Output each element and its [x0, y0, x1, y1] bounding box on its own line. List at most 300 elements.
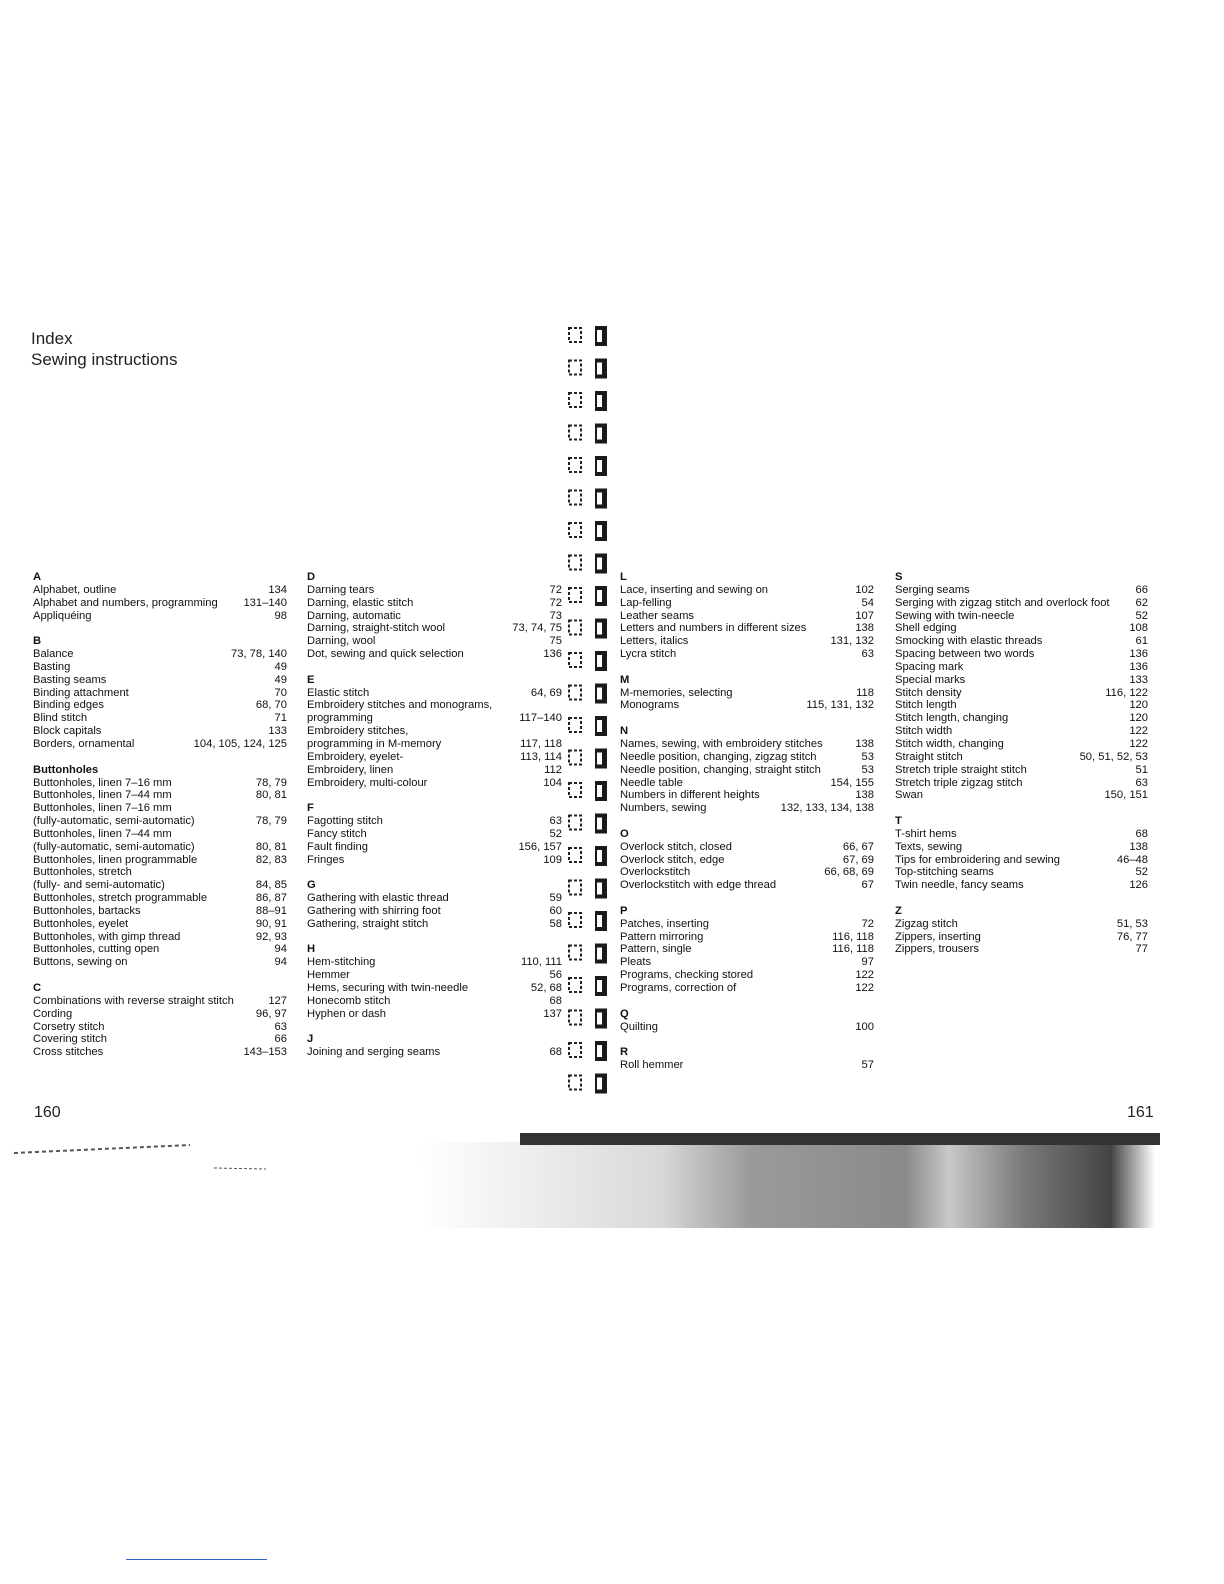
entry-term: Pleats — [620, 956, 652, 969]
entry-term: Hem-stitching — [307, 956, 376, 969]
entry-term: Twin needle, fancy seams — [895, 879, 1024, 892]
index-entry — [33, 610, 287, 623]
section-letter: C — [33, 982, 42, 994]
index-entry — [33, 956, 287, 969]
index-section — [620, 674, 874, 713]
index-entry — [895, 918, 1148, 931]
entry-term: Borders, ornamental — [33, 737, 135, 750]
index-entry — [620, 777, 874, 790]
entry-pages: 68 — [549, 994, 562, 1007]
entry-pages: 72 — [549, 583, 562, 596]
entry-pages: 96, 97 — [255, 1007, 287, 1020]
section-letter: H — [307, 943, 316, 956]
index-entry — [895, 584, 1148, 597]
index-section — [307, 802, 562, 866]
entry-pages: 110, 111 — [520, 956, 562, 969]
index-section — [33, 764, 287, 970]
section-letter: N — [620, 725, 629, 738]
entry-pages: 143–153 — [243, 1046, 287, 1059]
index-entry — [620, 1021, 874, 1034]
entry-term: M-memories, selecting — [620, 686, 733, 699]
index-entry — [895, 841, 1148, 854]
section-letter: R — [620, 1046, 629, 1059]
index-subtitle: Sewing instructions — [31, 350, 178, 369]
entry-term: Quilting — [620, 1020, 658, 1033]
index-entry — [307, 995, 562, 1008]
entry-pages: 138 — [855, 789, 874, 802]
index-header — [31, 328, 177, 370]
entry-pages: 137 — [543, 1007, 562, 1020]
index-entry — [33, 995, 287, 1008]
index-entry — [895, 648, 1148, 661]
entry-pages: 76, 77 — [1116, 930, 1148, 943]
entry-term: Numbers, sewing — [620, 802, 707, 815]
binding-ring — [569, 1041, 607, 1061]
entry-pages: 67, 69 — [842, 853, 874, 866]
entry-term: Alphabet and numbers, programming — [33, 596, 218, 609]
entry-pages — [281, 828, 287, 841]
index-entry — [33, 905, 287, 918]
entry-term: Pattern mirroring — [620, 930, 704, 943]
entry-pages: 80, 81 — [255, 840, 287, 853]
entry-term: Roll hemmer — [620, 1059, 684, 1072]
entry-term: Basting — [33, 660, 71, 673]
entry-pages: 73, 74, 75 — [512, 622, 562, 635]
index-entry — [895, 597, 1148, 610]
index-entry — [307, 841, 562, 854]
entry-pages: 63 — [549, 815, 562, 828]
index-entry — [620, 687, 874, 700]
entry-pages: 120 — [1129, 699, 1148, 712]
index-column-1 — [33, 571, 287, 1072]
entry-pages: 72 — [549, 596, 562, 609]
entry-term: Darning, straight-stitch wool — [307, 622, 446, 635]
index-entry — [307, 712, 562, 725]
entry-pages: 52 — [1135, 609, 1148, 622]
entry-pages: 136 — [1129, 660, 1148, 673]
entry-pages: 77 — [1135, 943, 1148, 956]
index-entry — [620, 866, 874, 879]
entry-pages: 136 — [1129, 648, 1148, 661]
entry-pages: 118 — [856, 686, 874, 699]
index-entry — [307, 918, 562, 931]
entry-pages: 51, 53 — [1116, 917, 1148, 930]
spiral-binding — [565, 322, 621, 1122]
index-entry — [307, 635, 562, 648]
entry-pages: 51 — [1135, 763, 1148, 776]
section-letter: Z — [895, 904, 902, 917]
entry-pages: 138 — [855, 737, 874, 750]
index-entry — [895, 712, 1148, 725]
binding-ring — [569, 326, 607, 346]
entry-term: Corsetry stitch — [33, 1020, 105, 1033]
index-section — [895, 571, 1148, 802]
entry-term: Overlockstitch — [620, 866, 691, 879]
entry-term: Monograms — [620, 699, 680, 712]
section-letter: D — [307, 571, 316, 583]
entry-term: Fancy stitch — [307, 827, 367, 840]
index-entry — [620, 943, 874, 956]
section-letter: P — [620, 904, 628, 917]
entry-term: Lace, inserting and sewing on — [620, 583, 769, 596]
index-entry — [33, 1021, 287, 1034]
index-entry — [307, 969, 562, 982]
index-entry — [33, 661, 287, 674]
index-section — [307, 879, 562, 930]
index-entry — [33, 597, 287, 610]
index-entry — [895, 854, 1148, 867]
index-entry — [307, 584, 562, 597]
entry-pages: 49 — [274, 660, 287, 673]
index-entry — [620, 879, 874, 892]
entry-pages — [281, 802, 287, 815]
index-section — [307, 1033, 562, 1059]
index-section — [620, 905, 874, 995]
entry-term: Programs, correction of — [620, 982, 737, 994]
entry-term: Fagotting stitch — [307, 815, 383, 828]
index-column-3 — [620, 571, 874, 1085]
entry-term: Buttonholes, bartacks — [33, 904, 141, 917]
entry-term: Stretch triple zigzag stitch — [895, 776, 1023, 789]
entry-term: Embroidery, multi-colour — [307, 776, 428, 789]
entry-term: Darning, elastic stitch — [307, 596, 414, 609]
entry-pages: 122 — [855, 982, 874, 994]
entry-term: Tips for embroidering and sewing — [895, 853, 1060, 866]
entry-pages: 68, 70 — [255, 699, 287, 712]
entry-pages: 98 — [274, 609, 287, 622]
index-entry — [620, 841, 874, 854]
section-letter: O — [620, 827, 629, 840]
index-column-2 — [307, 571, 562, 1072]
entry-pages: 138 — [855, 622, 874, 635]
entry-pages: 100 — [855, 1020, 874, 1033]
entry-term: Spacing mark — [895, 660, 964, 673]
entry-term: Numbers in different heights — [620, 789, 760, 802]
index-entry — [895, 789, 1148, 802]
entry-pages: 102 — [855, 583, 874, 596]
index-entry — [895, 622, 1148, 635]
entry-term: Honecomb stitch — [307, 994, 391, 1007]
entry-pages: 54 — [861, 596, 874, 609]
entry-pages: 133 — [1129, 673, 1148, 686]
entry-pages: 156, 157 — [518, 840, 562, 853]
index-entry — [620, 597, 874, 610]
entry-term: Buttonholes, linen programmable — [33, 853, 198, 866]
entry-pages: 115, 131, 132 — [806, 699, 874, 712]
binding-ring — [569, 651, 607, 671]
entry-term: Texts, sewing — [895, 840, 963, 853]
entry-term: Smocking with elastic threads — [895, 635, 1043, 648]
index-entry — [33, 892, 287, 905]
entry-pages: 150, 151 — [1104, 789, 1148, 802]
index-entry — [620, 918, 874, 931]
entry-term: Stitch width, changing — [895, 737, 1004, 750]
binding-ring — [569, 1009, 607, 1029]
entry-pages: 113, 114 — [520, 750, 562, 763]
index-section — [620, 1046, 874, 1072]
index-section — [620, 725, 874, 815]
index-section — [33, 635, 287, 751]
entry-pages: 122 — [1129, 737, 1148, 750]
entry-term: Straight stitch — [895, 750, 963, 763]
entry-term: Swan — [895, 789, 923, 802]
entry-term: Patches, inserting — [620, 917, 709, 930]
entry-pages: 120 — [1129, 712, 1148, 725]
index-entry — [620, 1059, 874, 1072]
entry-pages: 52 — [1135, 866, 1148, 879]
index-entry — [620, 610, 874, 623]
index-section — [620, 828, 874, 892]
index-entry — [307, 687, 562, 700]
index-entry — [307, 699, 562, 712]
index-entry — [307, 751, 562, 764]
index-entry — [307, 956, 562, 969]
index-entry — [895, 751, 1148, 764]
entry-term: Binding edges — [33, 699, 104, 712]
index-entry — [33, 931, 287, 944]
section-letter: F — [307, 802, 314, 815]
entry-term: Needle position, changing, zigzag stitch — [620, 750, 817, 763]
index-entry — [307, 854, 562, 867]
entry-term: Pattern, single — [620, 943, 692, 956]
entry-term: Buttonholes, eyelet — [33, 917, 129, 930]
index-entry — [620, 854, 874, 867]
entry-term: Sewing with twin-neecle — [895, 609, 1015, 622]
entry-term: Needle position, changing, straight stitch — [620, 763, 821, 776]
index-entry — [33, 687, 287, 700]
entry-term: Embroidery, eyelet- — [307, 750, 404, 763]
entry-term: Letters and numbers in different sizes — [620, 622, 807, 635]
entry-term: Joining and serging seams — [307, 1046, 441, 1059]
entry-pages: 94 — [274, 943, 287, 956]
entry-pages: 109 — [543, 853, 562, 866]
section-letter: B — [33, 635, 42, 648]
entry-pages: 52, 68 — [530, 982, 562, 994]
binding-ring — [569, 879, 607, 899]
binding-ring — [569, 1074, 607, 1094]
section-letter: A — [33, 571, 42, 583]
entry-pages: 116, 118 — [832, 943, 874, 956]
entry-pages: 66, 67 — [842, 840, 874, 853]
binding-ring — [569, 684, 607, 704]
entry-term: Buttonholes, with gimp thread — [33, 930, 181, 943]
index-entry — [895, 687, 1148, 700]
entry-term: Darning, automatic — [307, 609, 401, 622]
entry-pages: 64, 69 — [530, 686, 562, 699]
entry-pages: 116, 122 — [1105, 686, 1148, 699]
index-section — [620, 571, 874, 661]
binding-ring — [569, 944, 607, 964]
binding-ring — [569, 424, 607, 444]
index-entry — [307, 738, 562, 751]
page-number-left: 160 — [34, 1104, 61, 1121]
index-entry — [33, 1046, 287, 1059]
index-entry — [33, 828, 287, 841]
index-section — [307, 943, 562, 1020]
index-entry — [895, 943, 1148, 956]
index-entry — [895, 879, 1148, 892]
entry-pages: 57 — [861, 1059, 874, 1072]
index-entry — [33, 777, 287, 790]
index-entry — [895, 931, 1148, 944]
entry-term: Hems, securing with twin-needle — [307, 982, 469, 994]
section-letter: L — [620, 571, 627, 583]
entry-pages: 66 — [274, 1033, 287, 1046]
entry-term: Appliquéing — [33, 609, 92, 622]
entry-pages: 82, 83 — [255, 853, 287, 866]
entry-term: Zigzag stitch — [895, 917, 958, 930]
entry-term: Buttonholes, stretch programmable — [33, 892, 208, 905]
binding-ring — [569, 814, 607, 834]
index-entry — [307, 648, 562, 661]
entry-term: Balance — [33, 648, 74, 661]
entry-pages: 132, 133, 134, 138 — [780, 802, 874, 815]
index-entry — [33, 879, 287, 892]
index-entry — [895, 828, 1148, 841]
entry-term: (fully-automatic, semi-automatic) — [33, 840, 195, 853]
section-letter: Buttonholes — [33, 763, 99, 776]
entry-pages: 60 — [549, 904, 562, 917]
entry-term: Stitch length, changing — [895, 712, 1009, 725]
index-entry — [620, 738, 874, 751]
entry-term: Buttonholes, linen 7–44 mm — [33, 827, 172, 840]
entry-term: Names, sewing, with embroidery stitches — [620, 737, 823, 750]
entry-pages: 59 — [549, 892, 562, 905]
entry-pages: 122 — [855, 969, 874, 982]
section-letter: J — [307, 1033, 314, 1046]
entry-term: Dot, sewing and quick selection — [307, 648, 464, 661]
entry-term: Hemmer — [307, 969, 350, 982]
index-entry — [33, 699, 287, 712]
entry-pages: 104 — [543, 776, 562, 789]
index-section — [895, 815, 1148, 892]
entry-term: Buttonholes, stretch — [33, 866, 132, 879]
binding-ring — [569, 391, 607, 411]
binding-ring — [569, 976, 607, 996]
index-entry — [895, 699, 1148, 712]
entry-term: Shell edging — [895, 622, 957, 635]
index-entry — [895, 661, 1148, 674]
entry-pages: 117, 118 — [520, 737, 562, 750]
index-entry — [895, 674, 1148, 687]
binding-ring — [569, 846, 607, 866]
entry-term: Cording — [33, 1007, 73, 1020]
entry-pages: 56 — [549, 969, 562, 982]
entry-term: Embroidery stitches and monograms, — [307, 699, 493, 712]
entry-term: T-shirt hems — [895, 827, 957, 840]
entry-term: programming in M-memory — [307, 737, 442, 750]
index-entry — [620, 584, 874, 597]
entry-term: Basting seams — [33, 673, 107, 686]
index-entry — [33, 725, 287, 738]
entry-pages: 117–140 — [519, 712, 562, 725]
entry-term: Gathering with elastic thread — [307, 892, 449, 905]
index-entry — [895, 725, 1148, 738]
entry-term: Stitch width — [895, 725, 953, 738]
section-letter: G — [307, 879, 316, 892]
entry-pages: 126 — [1129, 879, 1148, 892]
footer-rule — [126, 1559, 267, 1560]
entry-term: Gathering with shirring foot — [307, 904, 441, 917]
index-entry — [620, 982, 874, 995]
entry-pages — [281, 866, 287, 879]
index-entry — [33, 738, 287, 751]
index-entry — [33, 943, 287, 956]
entry-term: Programs, checking stored — [620, 969, 754, 982]
entry-pages: 63 — [274, 1020, 287, 1033]
index-entry — [895, 610, 1148, 623]
index-entry — [620, 956, 874, 969]
index-entry — [620, 764, 874, 777]
entry-pages: 131–140 — [243, 596, 287, 609]
entry-term: Combinations with reverse straight stitch — [33, 994, 234, 1007]
index-entry — [307, 1008, 562, 1021]
entry-term: Stretch triple straight stitch — [895, 763, 1027, 776]
entry-pages: 92, 93 — [255, 930, 287, 943]
entry-pages: 116, 118 — [832, 930, 874, 943]
entry-term: Cross stitches — [33, 1046, 104, 1059]
entry-pages: 52 — [549, 827, 562, 840]
entry-pages: 53 — [861, 750, 874, 763]
entry-term: Stitch length — [895, 699, 957, 712]
index-entry — [33, 584, 287, 597]
entry-pages: 63 — [861, 648, 874, 661]
section-letter: T — [895, 815, 902, 828]
entry-pages — [556, 699, 562, 712]
entry-term: Stitch density — [895, 686, 962, 699]
entry-pages: 62 — [1135, 596, 1148, 609]
index-section — [33, 571, 287, 622]
entry-term: Serging with zigzag stitch and overlock foot — [895, 596, 1110, 609]
index-entry — [307, 725, 562, 738]
index-entry — [33, 712, 287, 725]
entry-pages: 72 — [861, 917, 874, 930]
index-entry — [307, 828, 562, 841]
binding-ring — [569, 456, 607, 476]
index-entry — [895, 738, 1148, 751]
section-letter: E — [307, 673, 315, 686]
binding-ring — [569, 911, 607, 931]
entry-pages: 112 — [544, 763, 562, 776]
binding-ring — [569, 749, 607, 769]
entry-term: Needle table — [620, 776, 683, 789]
index-entry — [307, 815, 562, 828]
entry-term: Zippers, trousers — [895, 943, 979, 956]
entry-pages: 46–48 — [1116, 853, 1148, 866]
index-entry — [620, 802, 874, 815]
index-column-4 — [895, 571, 1148, 969]
entry-pages: 58 — [549, 917, 562, 930]
index-entry — [307, 982, 562, 995]
entry-pages: 108 — [1129, 622, 1148, 635]
entry-pages: 122 — [1129, 725, 1148, 738]
entry-pages: 104, 105, 124, 125 — [193, 737, 287, 750]
entry-term: Letters, italics — [620, 635, 689, 648]
entry-term: Darning, wool — [307, 635, 376, 648]
entry-pages: 88–91 — [255, 904, 287, 917]
binding-ring — [569, 359, 607, 379]
entry-term: Overlockstitch with edge thread — [620, 879, 777, 892]
entry-term: Buttonholes, linen 7–16 mm — [33, 802, 172, 815]
index-entry — [620, 789, 874, 802]
entry-term: Darning tears — [307, 583, 375, 596]
entry-pages: 134 — [268, 583, 287, 596]
entry-pages: 107 — [855, 609, 874, 622]
index-entry — [33, 1008, 287, 1021]
entry-pages: 68 — [1135, 827, 1148, 840]
entry-term: Fault finding — [307, 840, 368, 853]
section-letter: Q — [620, 1007, 629, 1020]
